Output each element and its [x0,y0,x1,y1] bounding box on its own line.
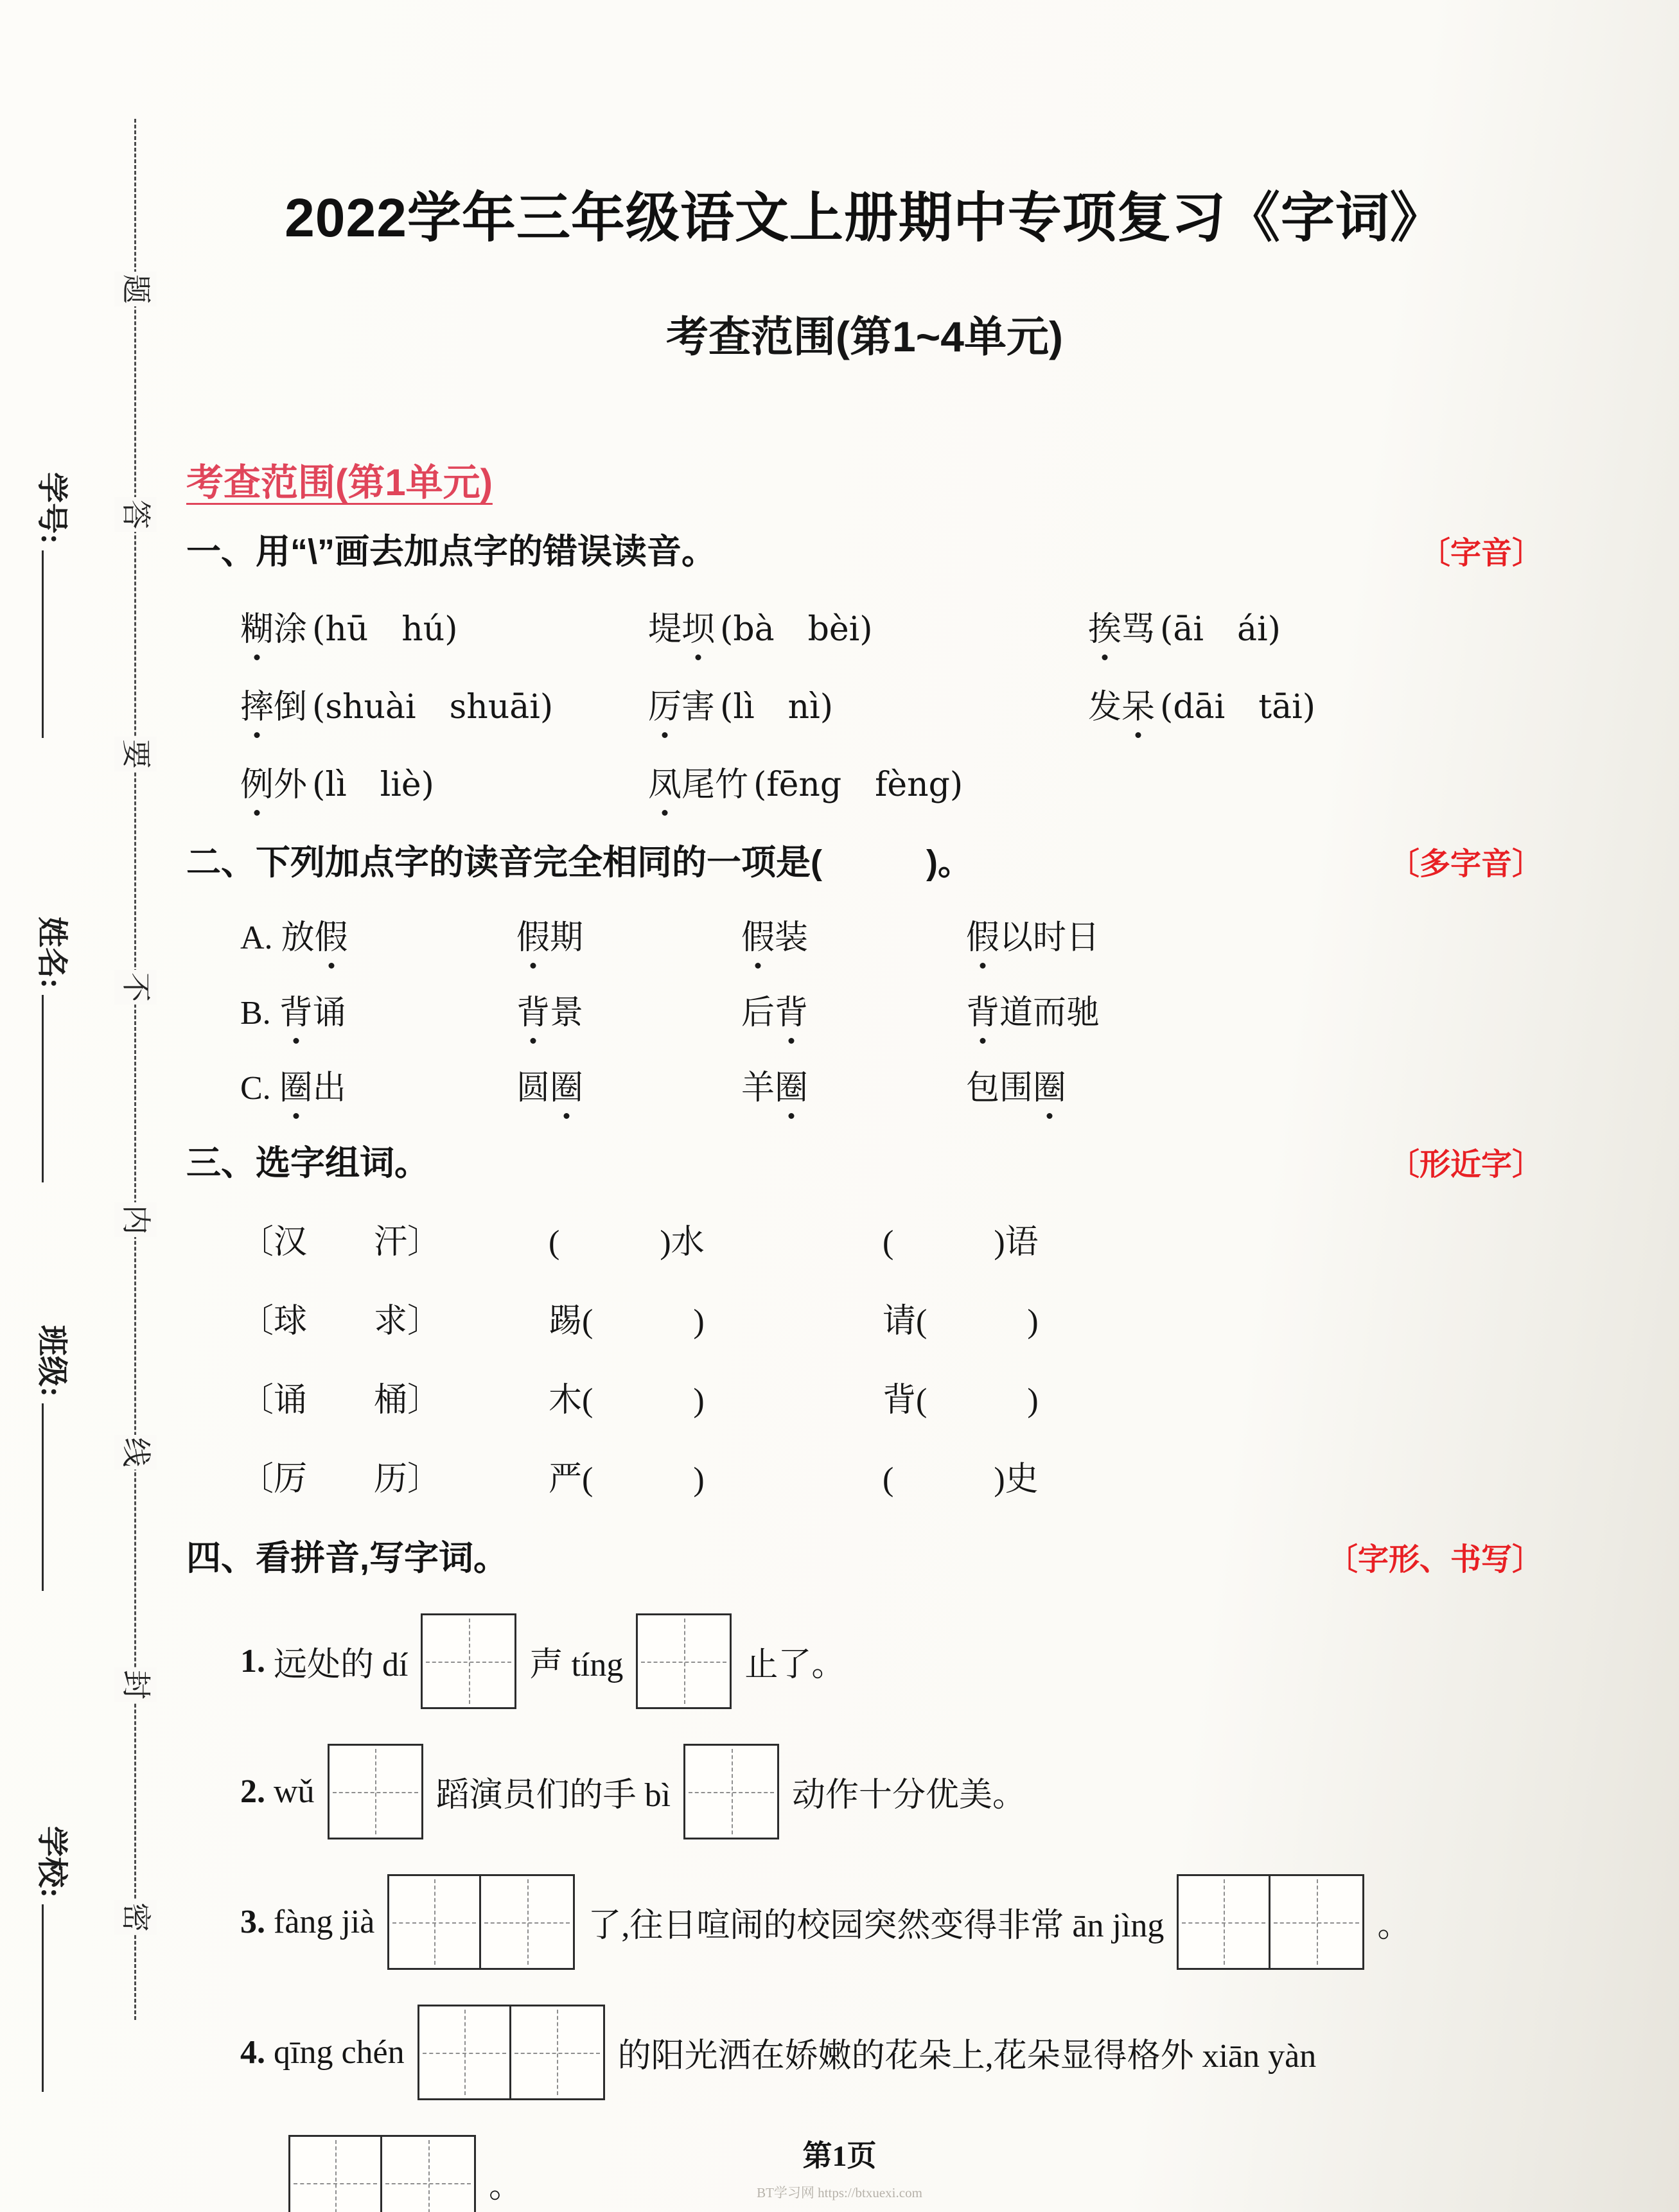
fill-blank[interactable]: ( )水 [549,1224,705,1261]
char: 摔 [240,680,274,728]
class-blank[interactable] [42,1403,68,1591]
char: 背 [966,985,999,1033]
char: 圈 [775,1060,808,1109]
q2-word [240,985,516,1033]
dotted-word [240,689,307,726]
page-title: 2022学年三年级语文上册期中专项复习《字词》 [285,188,1445,248]
char: 发 [1088,689,1122,726]
student-id-label: 学号: [35,472,69,544]
q2-option-row [240,985,1543,1033]
char: 包 [966,1070,1000,1107]
char: 假 [741,910,775,958]
char: 出 [312,1070,346,1107]
q4-text: fàng jià [265,1904,375,1940]
char: 堤 [648,611,682,648]
pinyin: (bà bèi) [720,610,873,649]
dotted-word [279,995,346,1031]
q2-word [741,1060,966,1109]
dotted-word [966,995,1100,1031]
watermark: BT学习网 https://btxuexi.com [757,2185,922,2200]
q1-items [240,602,1543,805]
q1-item [648,602,1088,650]
char: 羊 [741,1070,775,1107]
q4-header [186,1531,1543,1580]
char: 期 [550,920,584,956]
q2-word [741,985,966,1033]
q1-item [1088,602,1543,650]
char: 例 [240,757,274,805]
q2-header [186,835,1543,884]
q4-tag: 〔字形、书写〕 [1326,1543,1543,1577]
writing-box[interactable] [421,1613,516,1709]
char: 后 [741,995,775,1031]
char: 道 [999,995,1033,1031]
q4-text: 动作十分优美。 [792,1777,1026,1814]
q1-item [240,757,648,805]
pinyin: (hū hú) [312,610,458,649]
q2-word [240,1060,516,1109]
char: 放 [281,920,315,956]
seal-char: 要 [114,737,157,771]
dotted-word [966,920,1100,956]
char: 圈 [1033,1060,1066,1109]
char: 凤 [648,757,681,805]
char: 圈 [279,1060,313,1109]
q2-option-row [240,910,1543,958]
char-choices: 〔球 求〕 [240,1303,441,1340]
char: 背 [775,985,808,1033]
q4-line [240,2005,1543,2100]
q3-row [240,1452,1543,1500]
char: 围 [999,1070,1033,1107]
student-name-field [33,917,77,1182]
class-field [33,1325,77,1591]
char: 假 [315,910,348,958]
char: 尾 [681,767,716,803]
student-id-field [33,472,77,738]
writing-box[interactable] [418,2005,605,2100]
pinyin: (shuài shuāi) [312,688,554,726]
student-name-blank[interactable] [42,995,68,1182]
q4-text: 。 [489,2168,523,2205]
char: 呆 [1121,680,1155,728]
seal-char: 不 [114,970,157,1005]
writing-box-cell[interactable] [1270,1876,1362,1968]
dotted-word [279,1070,346,1107]
q3-tag: 〔形近字〕 [1388,1148,1543,1182]
writing-box-cell[interactable] [481,1876,573,1968]
dotted-word [1088,611,1155,648]
char: 背 [279,985,313,1033]
q1-item [648,757,1088,805]
pinyin: (fēng fèng) [753,766,963,804]
q1-item [648,680,1088,728]
q3-row [240,1215,1543,1263]
q2-word [516,1060,741,1109]
char: 挨 [1088,602,1121,650]
fill-blank[interactable]: ( )史 [883,1461,1039,1498]
writing-box[interactable] [636,1613,732,1709]
writing-box-cell[interactable] [419,2006,511,2098]
fill-blank[interactable]: 请( ) [883,1303,1039,1340]
seal-char: 题 [114,272,157,306]
char: 而 [1033,995,1067,1031]
q1-tag: 〔字音〕 [1419,536,1543,570]
writing-box[interactable] [683,1744,779,1839]
char: 涂 [274,611,308,648]
char-choices: 〔诵 桶〕 [240,1382,441,1419]
q2-word [516,910,741,958]
q1-item [240,680,648,728]
q4-text: qīng chén [265,2034,405,2071]
char: 竹 [715,767,749,803]
dotted-word [516,920,583,956]
q2-tag: 〔多字音〕 [1388,847,1543,881]
q2-title: 二、下列加点字的读音完全相同的一项是( )。 [186,843,972,882]
exam-content [186,0,1543,2212]
dotted-word [741,1070,808,1107]
item-number: 1. [240,1643,265,1680]
page-number: 第1页 [802,2139,877,2172]
writing-box-cell[interactable] [511,2006,603,2098]
q4-text: wǔ [265,1773,315,1810]
dotted-word [741,920,808,956]
q4-line [240,1613,1543,1709]
q4-text: 蹈演员们的手 bì [435,1777,671,1814]
fill-blank[interactable]: 严( ) [549,1461,705,1498]
seal-char: 线 [114,1435,157,1470]
writing-box-cell[interactable] [1179,1876,1270,1968]
fill-blank[interactable]: 木( ) [549,1382,705,1419]
fill-blank[interactable]: 背( ) [883,1382,1039,1419]
q4-text: 。 [1377,1908,1411,1944]
q4-text: 远处的 dí [265,1647,409,1683]
writing-box-cell[interactable] [423,1615,514,1707]
char: 糊 [240,602,274,650]
char: 厉 [648,680,681,728]
student-id-blank[interactable] [42,550,68,738]
seal-dashed-line [134,119,136,2020]
char: 景 [550,995,584,1031]
dotted-word [281,920,348,956]
char: 圆 [516,1070,550,1107]
pinyin: (lì nì) [720,688,833,726]
dotted-word [648,767,748,803]
q3-header [186,1136,1543,1185]
dotted-word [648,689,715,726]
seal-char: 内 [114,1202,157,1237]
fill-blank[interactable]: ( )语 [883,1224,1039,1261]
q2-word [516,985,741,1033]
char: 装 [775,920,809,956]
char-choices: 〔汉 汗〕 [240,1224,441,1261]
pinyin: (dāi tāi) [1160,688,1316,726]
char: 外 [274,767,308,803]
q3-rows [240,1215,1543,1500]
dotted-word [966,1070,1066,1107]
char: 背 [516,985,550,1033]
seal-margin [0,0,183,2212]
writing-box[interactable] [387,1874,575,1970]
dotted-word [516,995,583,1031]
dotted-word [240,767,307,803]
q1-item [240,602,648,650]
q4-text: 声 tíng [529,1647,624,1683]
q4-text: 的阳光洒在娇嫩的花朵上,花朵显得格外 xiān yàn [617,2038,1317,2075]
q3-row [240,1294,1543,1342]
q2-options [240,910,1543,1109]
item-number: 2. [240,1773,265,1810]
dotted-word [741,995,808,1031]
q3-row [240,1373,1543,1421]
char: 时 [1033,920,1067,956]
writing-box-cell[interactable] [685,1746,777,1838]
char: 圈 [550,1060,583,1109]
item-number: 3. [240,1904,265,1940]
writing-box[interactable] [328,1744,423,1839]
pinyin: (lì liè) [312,766,434,804]
char: 以 [999,920,1033,956]
q2-word [240,910,516,958]
char: 害 [681,689,716,726]
char: 诵 [312,995,346,1031]
school-field [33,1826,77,2092]
writing-box-cell[interactable] [389,1876,481,1968]
class-label: 班级: [35,1325,69,1397]
option-label: A. [240,920,281,956]
char: 假 [516,910,550,958]
writing-box[interactable] [1177,1874,1364,1970]
dotted-word [516,1070,583,1107]
q1-header [186,524,1543,574]
q2-word [966,1060,1543,1109]
fill-blank[interactable]: 踢( ) [549,1303,705,1340]
q4-line [240,1744,1543,1839]
char: 倒 [274,689,308,726]
option-label: B. [240,995,279,1031]
q4-text: 了,往日喧闹的校园突然变得非常 ān jìng [588,1908,1165,1944]
q1-item [1088,680,1543,728]
char: 坝 [681,602,715,650]
dotted-word [240,611,307,648]
char: 驰 [1066,995,1100,1031]
seal-char: 答 [114,497,157,532]
q4-line [240,1874,1543,1970]
student-name-label: 姓名: [35,917,69,988]
writing-box-cell[interactable] [638,1615,730,1707]
dotted-word [1088,689,1155,726]
writing-box-cell[interactable] [330,1746,421,1838]
q2-word [966,985,1543,1033]
item-number: 4. [240,2034,265,2071]
q2-word [741,910,966,958]
q4-title: 四、看拼音,写字词。 [186,1539,509,1577]
option-label: C. [240,1070,279,1107]
char: 日 [1066,920,1100,956]
q4-items [240,1613,1543,2212]
pinyin: (āi ái) [1160,610,1281,649]
char: 骂 [1121,611,1156,648]
school-label: 学校: [35,1826,69,1898]
dotted-word [648,611,715,648]
q2-word [966,910,1543,958]
q3-title: 三、选字组词。 [186,1144,429,1182]
q1-title: 一、用“\”画去加点字的错误读音。 [186,532,717,571]
char: 假 [966,910,999,958]
school-blank[interactable] [42,1904,68,2092]
seal-char: 密 [114,1900,157,1935]
page-subtitle: 考查范围(第1~4单元) [666,313,1063,360]
char-choices: 〔厉 历〕 [240,1461,441,1498]
section-header: 考查范围(第1单元) [186,462,493,504]
seal-char: 封 [114,1667,157,1702]
q4-text: 止了。 [744,1647,845,1683]
q2-option-row [240,1060,1543,1109]
